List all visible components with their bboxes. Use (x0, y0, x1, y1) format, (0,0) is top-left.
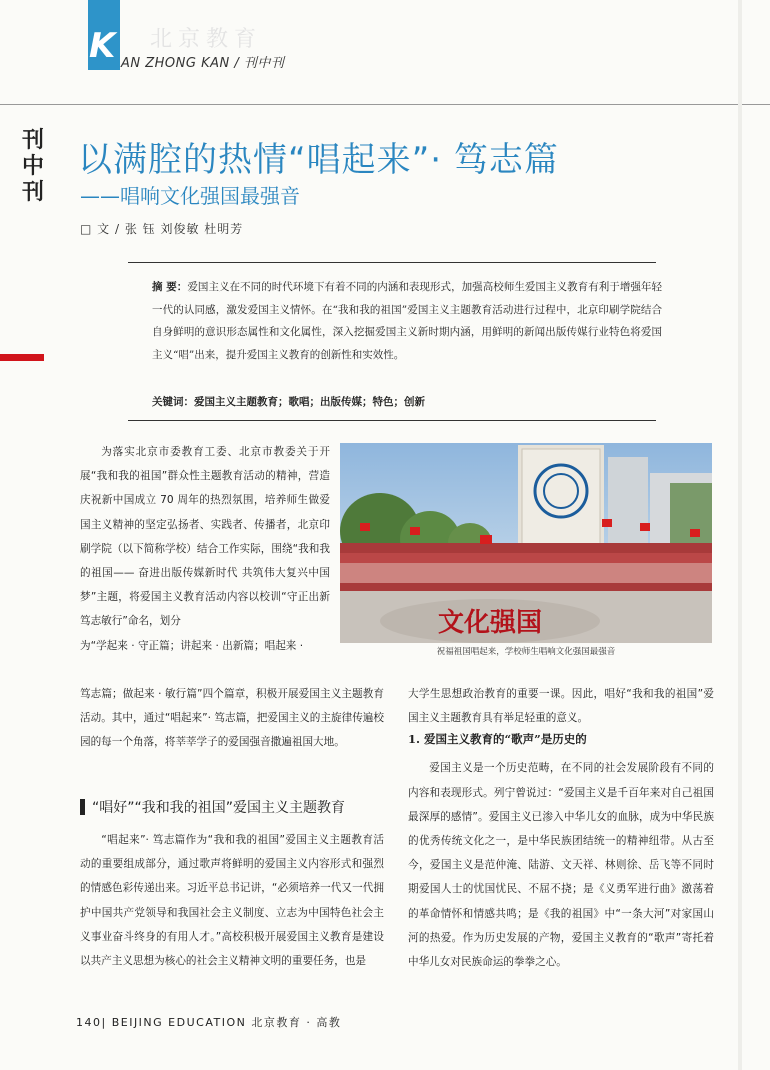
right-column-paragraph: 爱国主义是一个历史范畴，在不同的社会发展阶段有不同的内容和表现形式。列宁曾说过：“爱国主义是千百年来对自己祖国最深厚的感情”。爱国主义已渗入中华儿女的血脉，成为中华民族的优秀传统文化之一，是中华民族团结统一的精神纽带。从古至今，爱国主义是范仲淹、陆游、文天祥、林则徐、岳飞等不同时期爱国人士的忧国忧民、不屈不挠；是《义勇军进行曲》激荡着的革命情怀和情感共鸣；是《我的祖国》中“一条大河”对家国山河的热爱。作为历史发展的产物，爱国主义教育的“歌声”寄托着中华儿女对民族命运的拳拳之心。 (408, 762, 714, 969)
article-title: 以满腔的热情“唱起来”· 笃志篇 (78, 140, 559, 180)
abstract-label: 摘 要： (152, 281, 188, 293)
abstract-top-rule (128, 262, 656, 263)
body-paragraph-intro (80, 440, 330, 634)
abstract-text: 爱国主义在不同的时代环境下有着不同的内涵和表现形式，加强高校师生爱国主义教育有利于增强年轻一代的认同感，激发爱国主义情怀。在“我和我的祖国”爱国主义主题教育活动进行过程中，北京印刷学院结合自身鲜明的意识形态属性和文化属性，深入挖掘爱国主义新时期内涵，用鲜明的新闻出版传媒行业特色将爱国主义“唱”出来，提升爱国主义教育的创新性和实效性。 (152, 281, 663, 361)
article-subtitle: ——唱响文化强国最强音 (80, 184, 300, 208)
event-photo (340, 443, 712, 643)
header-divider (0, 104, 770, 105)
event-photo-illustration (340, 443, 712, 643)
keywords-label: 关键词： (152, 396, 194, 408)
page-edge-shadow (738, 0, 742, 1070)
intro-paragraph-end: 笃志篇；做起来 · 敏行篇”四个篇章，积极开展爱国主义主题教育活动。其中，通过“唱起来”· 笃志篇，把爱国主义的主旋律传遍校园的每一个角落，将莘莘学子的爱国强音撒遍祖国大地。 (80, 688, 384, 749)
photo-caption: 祝福祖国唱起来，学校师生唱响文化强国最强音 (436, 647, 616, 657)
abstract-block (152, 276, 662, 366)
intro-paragraph: 为落实北京市委教育工委、北京市教委关于开展“我和我的祖国”群众性主题教育活动的精神，营造庆祝新中国成立 70 周年的热烈氛围，培养师生做爱国主义精神的坚定弘扬者、实践者、传播者，北京印刷学院（以下简称学校）结合工作实际，围绕“我和我的祖国—— 奋进出版传媒新时代 共筑伟大复兴中国梦”主题，将爱国主义教育活动内容以校训“守正出新 笃志敏行”命名，划分 (80, 446, 330, 628)
ground-slogan: 文化强国 (437, 608, 543, 638)
page-footer: 140| BEIJING EDUCATION 北京教育 · 高教 (76, 1016, 342, 1029)
magazine-logo-letter: K (89, 26, 116, 66)
header-watermark: 北京教育 (150, 27, 263, 52)
section-paragraph: “唱起来”· 笃志篇作为“我和我的祖国”爱国主义主题教育活动的重要组成部分，通过歌声将鲜明的爱国主义内容形式和强烈的情感色彩传递出来。习近平总书记讲，“必须培养一代又一代拥护中国共产党领导和我国社会主义制度、立志为中国特色社会主义事业奋斗终身的有用人才。”高校积极开展爱国主义教育是建设以共产主义思想为核心的社会主义精神文明的重要任务，也是 (80, 834, 384, 968)
subheading-history: 1. 爱国主义教育的“歌声”是历史的 (408, 732, 587, 746)
body-paragraph-section (80, 828, 384, 973)
intro-paragraph-line: 为“学起来 · 守正篇；讲起来 · 出新篇；唱起来 · (80, 640, 304, 652)
article-authors: □ 文 / 张 钰 刘俊敏 杜明芳 (80, 222, 244, 236)
body-paragraph-intro-continued (80, 634, 332, 658)
keywords-line (152, 394, 662, 409)
keywords-text: 爱国主义主题教育；歌唱；出版传媒；特色；创新 (194, 396, 425, 408)
abstract-bottom-rule (128, 420, 656, 421)
magazine-section-title: AN ZHONG KAN / 刊中刊 (121, 56, 285, 71)
right-column (408, 682, 714, 974)
body-paragraph-intro-end (80, 682, 384, 755)
right-column-intro: 大学生思想政治教育的重要一课。因此，唱好“我和我的祖国”爱国主义主题教育具有举足轻重的意义。 (408, 688, 714, 725)
section-heading: “唱好”“我和我的祖国”爱国主义主题教育 (92, 800, 346, 816)
section-heading-bar (80, 799, 85, 815)
side-column-label: 刊中刊 (22, 128, 45, 205)
side-red-marker (0, 354, 44, 361)
